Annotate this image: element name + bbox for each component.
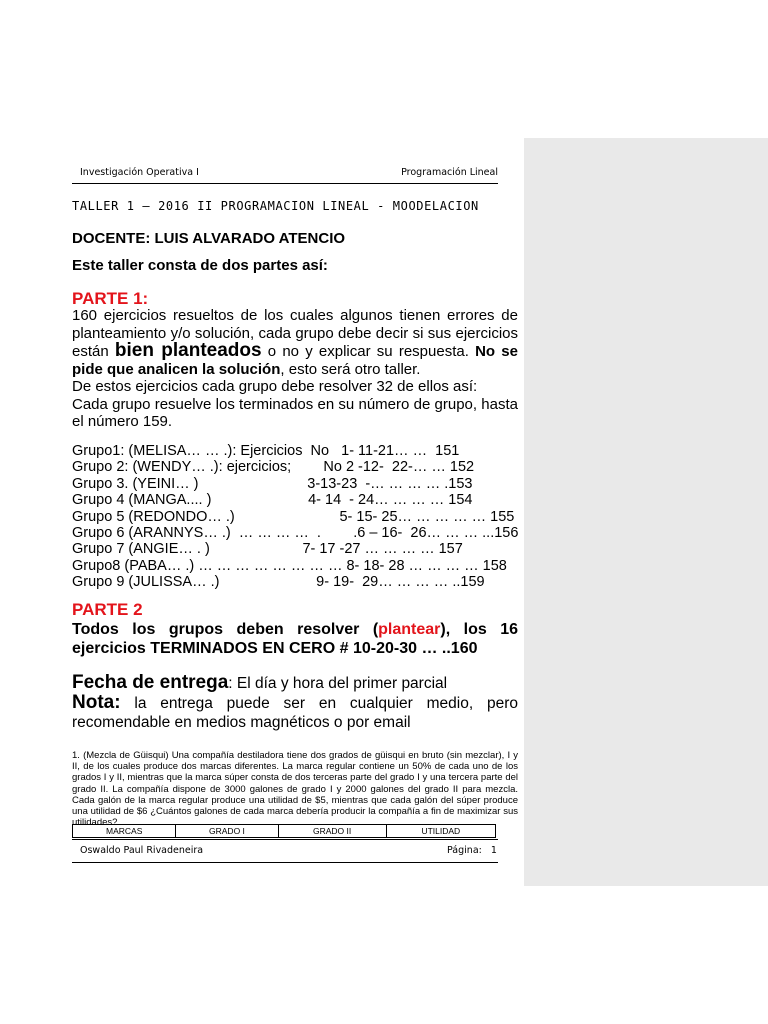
comment-pane [524,138,768,886]
part1-highlight: bien planteados [114,340,262,361]
part2-heading: PARTE 2 [72,600,143,619]
part2-text-a: Todos los grupos deben resolver ( [72,621,379,638]
group-item: Grupo 7 (ANGIE… . ) 7- 17 -27 … … … … 157 [72,541,463,558]
note-value: la entrega puede ser en cualquier medio, pero recomendable en medios magnéticos o por email [72,695,518,731]
table-header-cell: MARCAS [73,825,176,838]
page-number: 1 [490,845,497,856]
table-header-cell: GRADO I [176,825,278,838]
group-item: Grupo8 (PABA… .) … … … … … … … … 8- 18- 28 … … … … 158 [72,557,507,574]
part1-bold-text: No se pide que analicen la solución [72,343,518,378]
group-item: Grupo 2: (WENDY… .): ejercicios; No 2 -12- 22-… … 152 [72,459,475,476]
part1-text-a: 160 ejercicios resueltos de los cuales algunos tienen errores de planteamiento y/o solución, cada grupo debe decir si sus ejercicios están [72,307,518,360]
header-rule [72,183,498,184]
footer-rule [72,839,498,840]
footer-page [447,845,497,856]
group-item: Grupo 9 (JULISSA… .) 9- 19- 29… … … … ..159 [72,574,485,591]
data-table [72,824,496,838]
group-item: Grupo 6 (ARANNYS… .) … … … … . .6 – 16- 26… … … ...156 [72,525,519,542]
part1-line2: De estos ejercicios cada grupo debe resolver 32 de ellos así: [72,378,478,395]
group-item: Grupo 5 (REDONDO… .) 5- 15- 25… … … … … 155 [72,508,515,525]
group-item: Grupo1: (MELISA… … .): Ejercicios No 1- 11-21… … 151 [72,443,460,459]
table-header-cell: GRADO II [278,825,386,838]
part1-heading: PARTE 1: [72,289,149,308]
part1-body [72,307,518,431]
part2-highlight: plantear [378,621,441,638]
problem-1: 1. (Mezcla de Güisqui) Una compañía destiladora tiene dos grados de güisqui en bruto (sin mezclar), I y II, de los cuales produce dos marcas diferentes. La marca regular contiene un 50% de cada uno de los grados I y II, mientras que la marca súper consta de dos terceras parte del grado I y una tercera parte del grado II. La compañía dispone de 3000 galones de grado I y 2000 galones del grado II para mezcla. Cada galón de la marca regular produce una utilidad de $5, mientras que cada galón del súper produce una utilidad de $6 ¿Cuántos galones de cada marca debería producir la compañía a fin de maximizar sus utilidades? [72,750,518,829]
footer-bottom-rule [72,862,498,863]
header-right: Programación Lineal [401,167,498,178]
delivery-section [72,673,518,732]
part1-line3: Cada grupo resuelve los terminados en su número de grupo, hasta el número 159. [72,395,518,430]
group-item: Grupo 4 (MANGA.... ) 4- 14 - 24… … … … 154 [72,492,473,509]
table-header-row [73,825,496,838]
document-title: TALLER 1 – 2016 II PROGRAMACION LINEAL - MOODELACION [72,199,479,213]
group-item: Grupo 3. (YEINI… ) 3-13-23 -… … … … .153 [72,475,473,492]
intro-line: Este taller consta de dos partes así: [72,257,328,274]
page-label: Página: [447,845,482,856]
header-left: Investigación Operativa I [80,167,199,178]
teacher-line: DOCENTE: LUIS ALVARADO ATENCIO [72,230,346,247]
table-header-cell: UTILIDAD [386,825,495,838]
delivery-value: : El día y hora del primer parcial [228,675,448,692]
footer-author: Oswaldo Paul Rivadeneira [80,845,204,856]
part1-text-c: , esto será otro taller. [280,360,421,378]
part1-text-b: o no y explicar su respuesta. [261,343,476,360]
delivery-label: Fecha de entrega [72,672,229,693]
part2-body [72,620,518,658]
group-list [72,443,518,591]
note-label: Nota: [72,692,121,713]
part2-text-b: ), los 16 ejercicios TERMINADOS EN CERO # 10-20-30 … ..160 [72,621,519,657]
